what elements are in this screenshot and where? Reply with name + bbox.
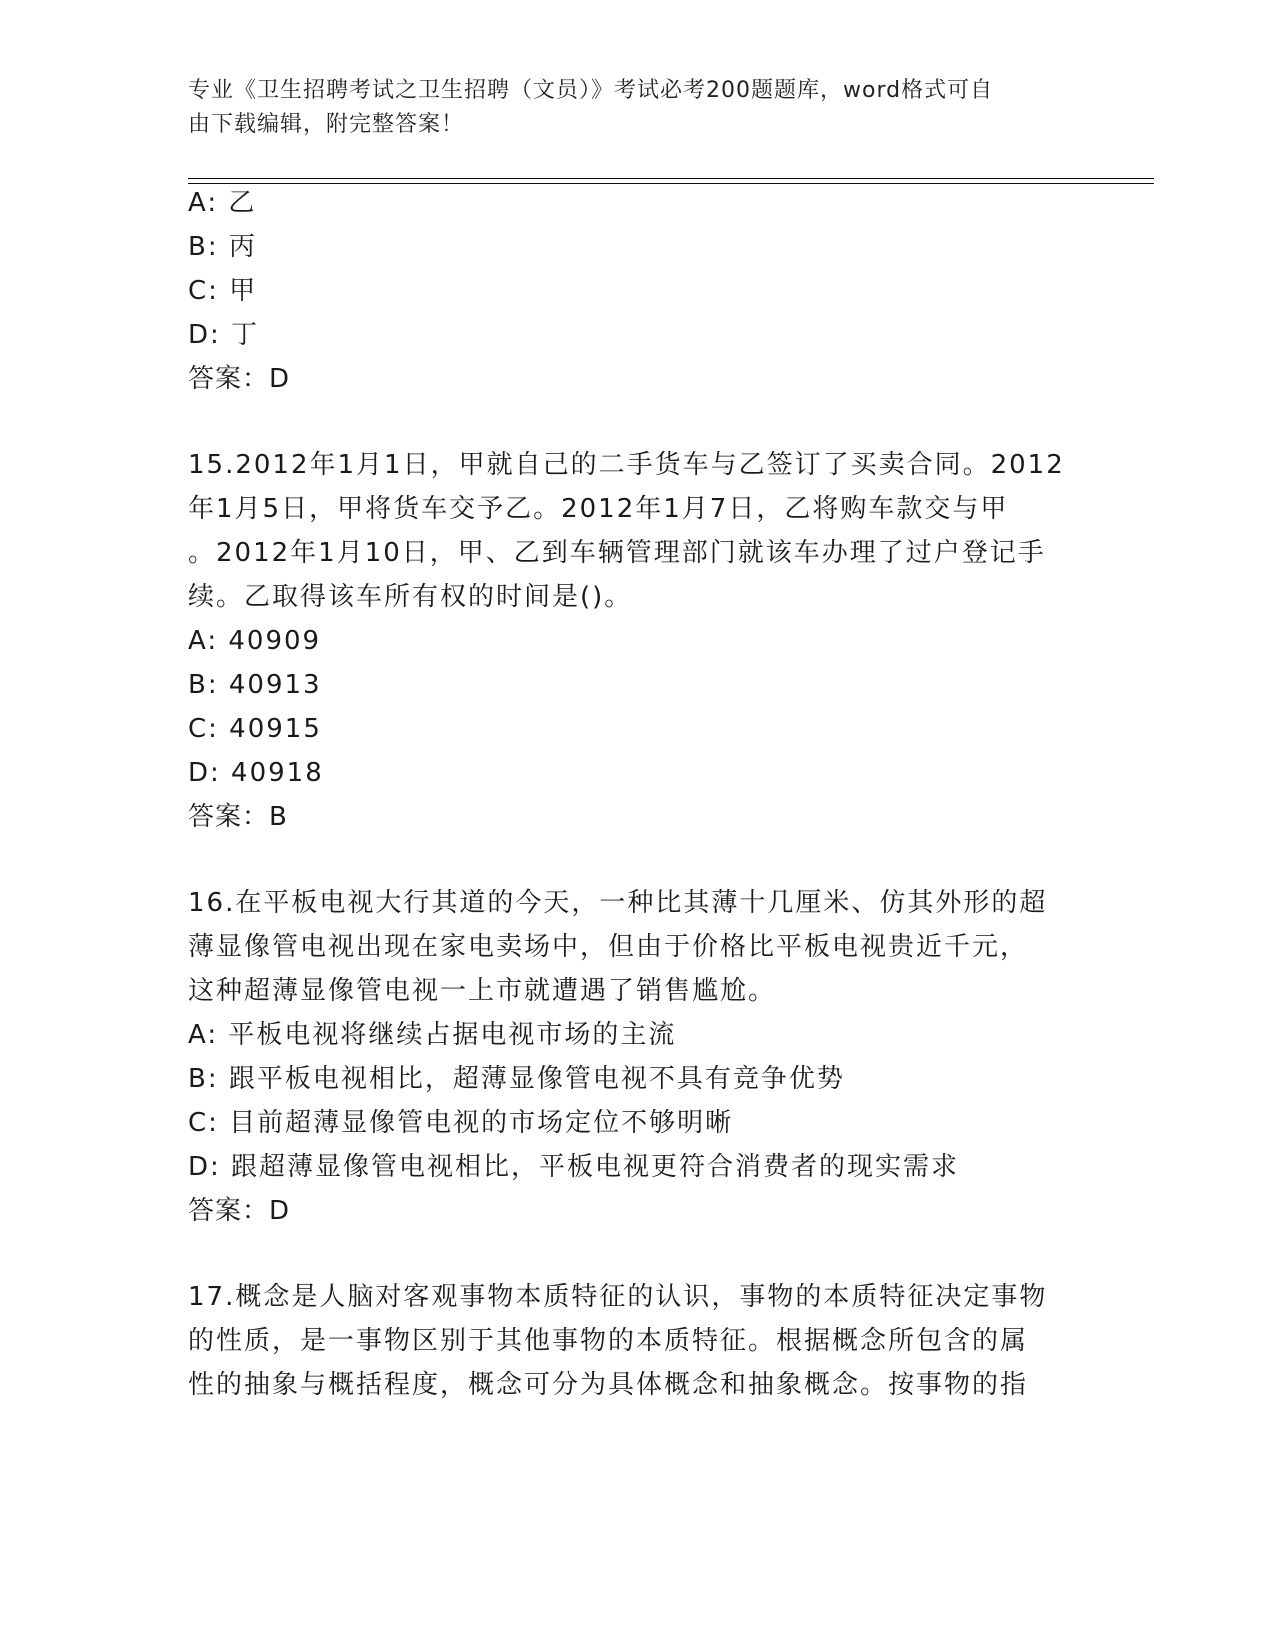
document-header (188, 74, 1068, 142)
q14-option-c: C: 甲 (188, 276, 258, 306)
q16-option-c: C: 目前超薄显像管电视的市场定位不够明晰 (188, 1108, 734, 1138)
q14-option-d: D: 丁 (188, 320, 260, 350)
q16-option-d: D: 跟超薄显像管电视相比，平板电视更符合消费者的现实需求 (188, 1152, 960, 1182)
header-divider-bottom (188, 183, 1154, 184)
q15-option-d: D: 40918 (188, 758, 324, 788)
q15-option-b: B: 40913 (188, 670, 322, 700)
q16-text-line-2: 薄显像管电视出现在家电卖场中，但由于价格比平板电视贵近千元， (188, 932, 1029, 962)
q16-option-a: A: 平板电视将继续占据电视市场的主流 (188, 1020, 677, 1050)
header-line-1: 专业《卫生招聘考试之卫生招聘（文员）》考试必考200题题库，word格式可自 (188, 78, 994, 103)
header-line-2: 由下载编辑，附完整答案！ (188, 112, 465, 137)
q15-option-c: C: 40915 (188, 714, 322, 744)
q14-answer: 答案：D (188, 364, 291, 394)
q14-option-a: A: 乙 (188, 188, 257, 218)
q16-text-line-3: 这种超薄显像管电视一上市就遭遇了销售尴尬。 (188, 976, 777, 1006)
q15-answer: 答案：B (188, 802, 288, 832)
q17-text-line-2: 的性质，是一事物区别于其他事物的本质特征。根据概念所包含的属 (188, 1326, 1029, 1356)
q15-text-line-2: 年1月5日，甲将货车交予乙。2012年1月7日，乙将购车款交与甲 (188, 494, 1009, 524)
q15-option-a: A: 40909 (188, 626, 322, 656)
q15-text-line-4: 续。乙取得该车所有权的时间是()。 (188, 582, 633, 612)
q17-text-line-3: 性的抽象与概括程度，概念可分为具体概念和抽象概念。按事物的指 (188, 1370, 1029, 1400)
header-divider-top (188, 178, 1154, 179)
q16-option-b: B: 跟平板电视相比，超薄显像管电视不具有竞争优势 (188, 1064, 845, 1094)
q14-option-b: B: 丙 (188, 232, 257, 262)
q15-text-line-3: 。2012年1月10日，甲、乙到车辆管理部门就该车办理了过户登记手 (188, 538, 1046, 568)
q17-text-line-1: 17.概念是人脑对客观事物本质特征的认识，事物的本质特征决定事物 (188, 1282, 1048, 1312)
q16-answer: 答案：D (188, 1196, 291, 1226)
q16-text-line-1: 16.在平板电视大行其道的今天，一种比其薄十几厘米、仿其外形的超 (188, 888, 1048, 918)
q15-text-line-1: 15.2012年1月1日，甲就自己的二手货车与乙签订了买卖合同。2012 (188, 450, 1065, 480)
